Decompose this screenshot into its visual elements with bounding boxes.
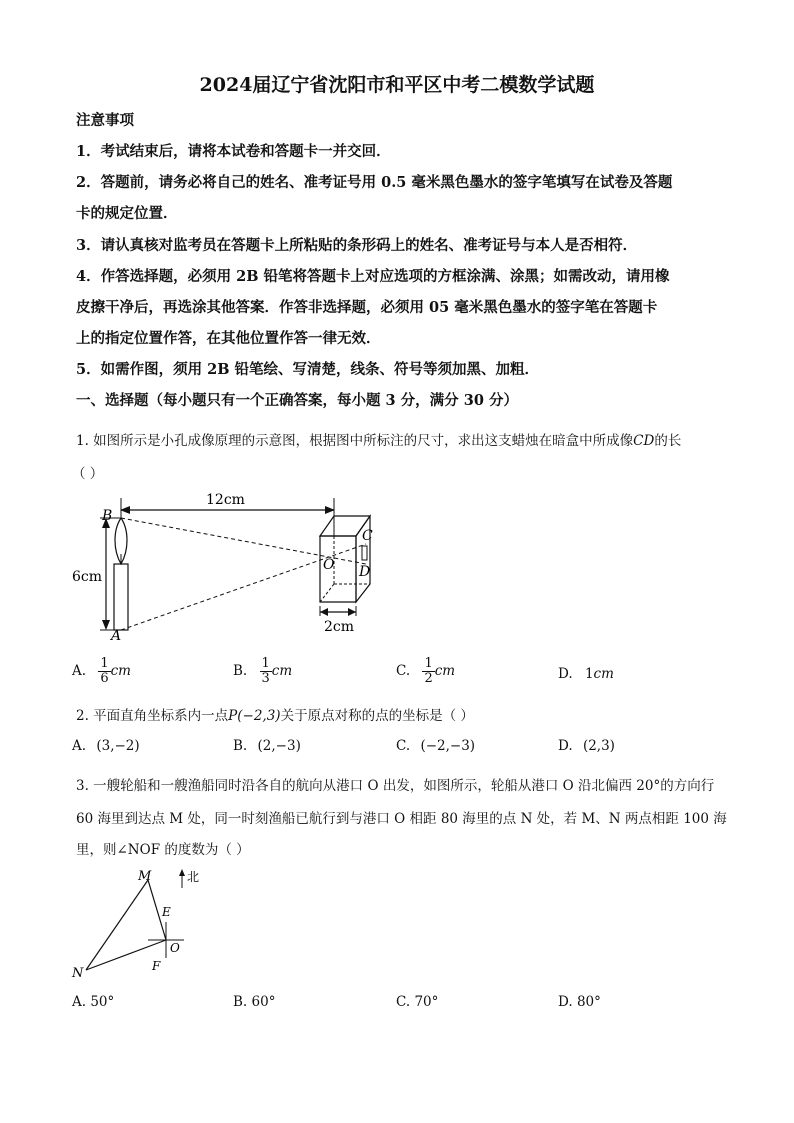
option-value: (2,3) xyxy=(582,738,615,754)
q1-text xyxy=(76,429,681,449)
numerator: 1 xyxy=(100,656,109,671)
label-f: F xyxy=(152,959,161,973)
q3-option-a[interactable] xyxy=(72,994,114,1010)
option-value: 80° xyxy=(576,994,601,1010)
north-arrowhead-icon xyxy=(179,869,185,876)
compass-figure xyxy=(66,864,216,984)
label-o: O xyxy=(323,557,335,573)
q1-text-a: 1. 如图所示是小孔成像原理的示意图，根据图中所标注的尺寸，求出这支蜡烛在暗盒中所成像 xyxy=(76,433,634,449)
q2-text xyxy=(76,704,474,724)
q2-option-b[interactable] xyxy=(233,738,301,754)
section-heading: 一、选择题（每小题只有一个正确答案，每小题 3 分，满分 30 分） xyxy=(76,392,518,409)
q1-option-d[interactable] xyxy=(558,666,614,682)
q1-option-a[interactable] xyxy=(72,657,131,686)
side-mn xyxy=(86,880,148,970)
notice-line-1: 1．考试结束后，请将本试卷和答题卡一并交回． xyxy=(76,143,391,160)
q1-paren: （ ） xyxy=(72,466,104,482)
notice-line-4: 4．作答选择题，必须用 2B 铅笔将答题卡上对应选项的方框涂满、涂黑；如需改动，请用橡 xyxy=(76,268,670,285)
option-letter: C. xyxy=(396,738,411,754)
option-fraction xyxy=(422,657,434,686)
option-unit: cm xyxy=(110,663,131,679)
q2-text-b: 关于原点对称的点的坐标是（ ） xyxy=(280,708,474,724)
option-unit: cm xyxy=(434,663,456,679)
option-letter: A. xyxy=(72,738,87,754)
option-value: 70° xyxy=(414,994,439,1010)
label-n: N xyxy=(72,966,84,981)
q1-var: CD xyxy=(633,433,655,449)
box-hidden-edge-3 xyxy=(320,584,334,602)
q1-text-b: 的长 xyxy=(654,433,682,449)
option-fraction xyxy=(260,657,272,686)
q2-option-a[interactable] xyxy=(72,738,140,754)
image-cd xyxy=(362,546,367,560)
label-6cm: 6cm xyxy=(72,569,103,585)
notice-line-2b: 卡的规定位置． xyxy=(76,205,178,222)
denominator: 2 xyxy=(424,671,433,686)
pinhole-figure xyxy=(66,488,396,640)
q2-point: P(−2,3) xyxy=(228,708,281,724)
q2-option-c[interactable] xyxy=(396,738,475,754)
notice-line-4b: 皮擦干净后，再选涂其他答案．作答非选择题，必须用 05 毫米黑色墨水的签字笔在答题卡 xyxy=(76,299,658,316)
option-unit: cm xyxy=(593,666,614,682)
notice-line-2: 2．答题前，请务必将自己的姓名、准考证号用 0.5 毫米黑色墨水的签字笔填写在试卷及答题 xyxy=(76,174,673,191)
numerator: 1 xyxy=(424,656,433,671)
option-letter: B. xyxy=(233,994,248,1010)
denominator: 3 xyxy=(261,671,270,686)
option-value: (2,−3) xyxy=(257,738,301,754)
label-2cm: 2cm xyxy=(324,619,355,635)
q2-option-d[interactable] xyxy=(558,738,615,754)
option-value: 60° xyxy=(251,994,276,1010)
q3-line-2: 60 海里到达点 M 处，同一时刻渔船已航行到与港口 O 相距 80 海里的点 N 处，若 M、N 两点相距 100 海 xyxy=(76,811,727,827)
label-a: A xyxy=(111,628,122,640)
option-letter: A. xyxy=(72,994,87,1010)
q2-text-a: 2. 平面直角坐标系内一点 xyxy=(76,708,229,724)
q3-option-d[interactable] xyxy=(558,994,601,1010)
candle-body xyxy=(114,564,128,630)
option-letter: D. xyxy=(558,738,573,754)
page-title: 2024届辽宁省沈阳市和平区中考二模数学试题 xyxy=(199,74,595,96)
label-o: O xyxy=(170,941,180,955)
option-value: 50° xyxy=(90,994,115,1010)
label-e: E xyxy=(162,905,171,919)
q3-line-1: 3. 一艘轮船和一艘渔船同时沿各自的航向从港口 O 出发，如图所示，轮船从港口 O 沿北偏西 20°的方向行 xyxy=(76,778,715,794)
numerator: 1 xyxy=(261,656,270,671)
option-value: 1 xyxy=(584,666,594,682)
q1-option-b[interactable] xyxy=(233,657,292,686)
notice-line-5: 5．如需作图，须用 2B 铅笔绘、写清楚，线条、符号等须加黑、加粗． xyxy=(76,361,540,378)
option-value: (3,−2) xyxy=(96,738,140,754)
option-letter: C. xyxy=(396,994,411,1010)
notice-line-4c: 上的指定位置作答，在其他位置作答一律无效． xyxy=(76,330,381,347)
label-12cm: 12cm xyxy=(206,492,245,508)
option-letter: C. xyxy=(396,663,411,679)
label-m: M xyxy=(138,869,152,884)
option-letter: B. xyxy=(233,738,248,754)
option-letter: A. xyxy=(72,663,87,679)
option-letter: D. xyxy=(558,994,573,1010)
option-unit: cm xyxy=(271,663,293,679)
label-north: 北 xyxy=(187,870,200,884)
q3-line-3: 里，则∠NOF 的度数为（ ） xyxy=(76,842,250,858)
notice-line-3: 3．请认真核对监考员在答题卡上所粘贴的条形码上的姓名、准考证号与本人是否相符． xyxy=(76,237,638,254)
notice-heading: 注意事项 xyxy=(76,112,134,129)
option-letter: B. xyxy=(233,663,248,679)
label-d: D xyxy=(359,564,371,580)
label-c: C xyxy=(362,528,373,544)
option-letter: D. xyxy=(558,666,573,682)
option-value: (−2,−3) xyxy=(420,738,476,754)
option-fraction xyxy=(98,657,110,686)
q3-option-c[interactable] xyxy=(396,994,438,1010)
q3-option-b[interactable] xyxy=(233,994,275,1010)
q1-option-c[interactable] xyxy=(396,657,455,686)
denominator: 6 xyxy=(100,671,109,686)
label-b: B xyxy=(102,508,113,524)
